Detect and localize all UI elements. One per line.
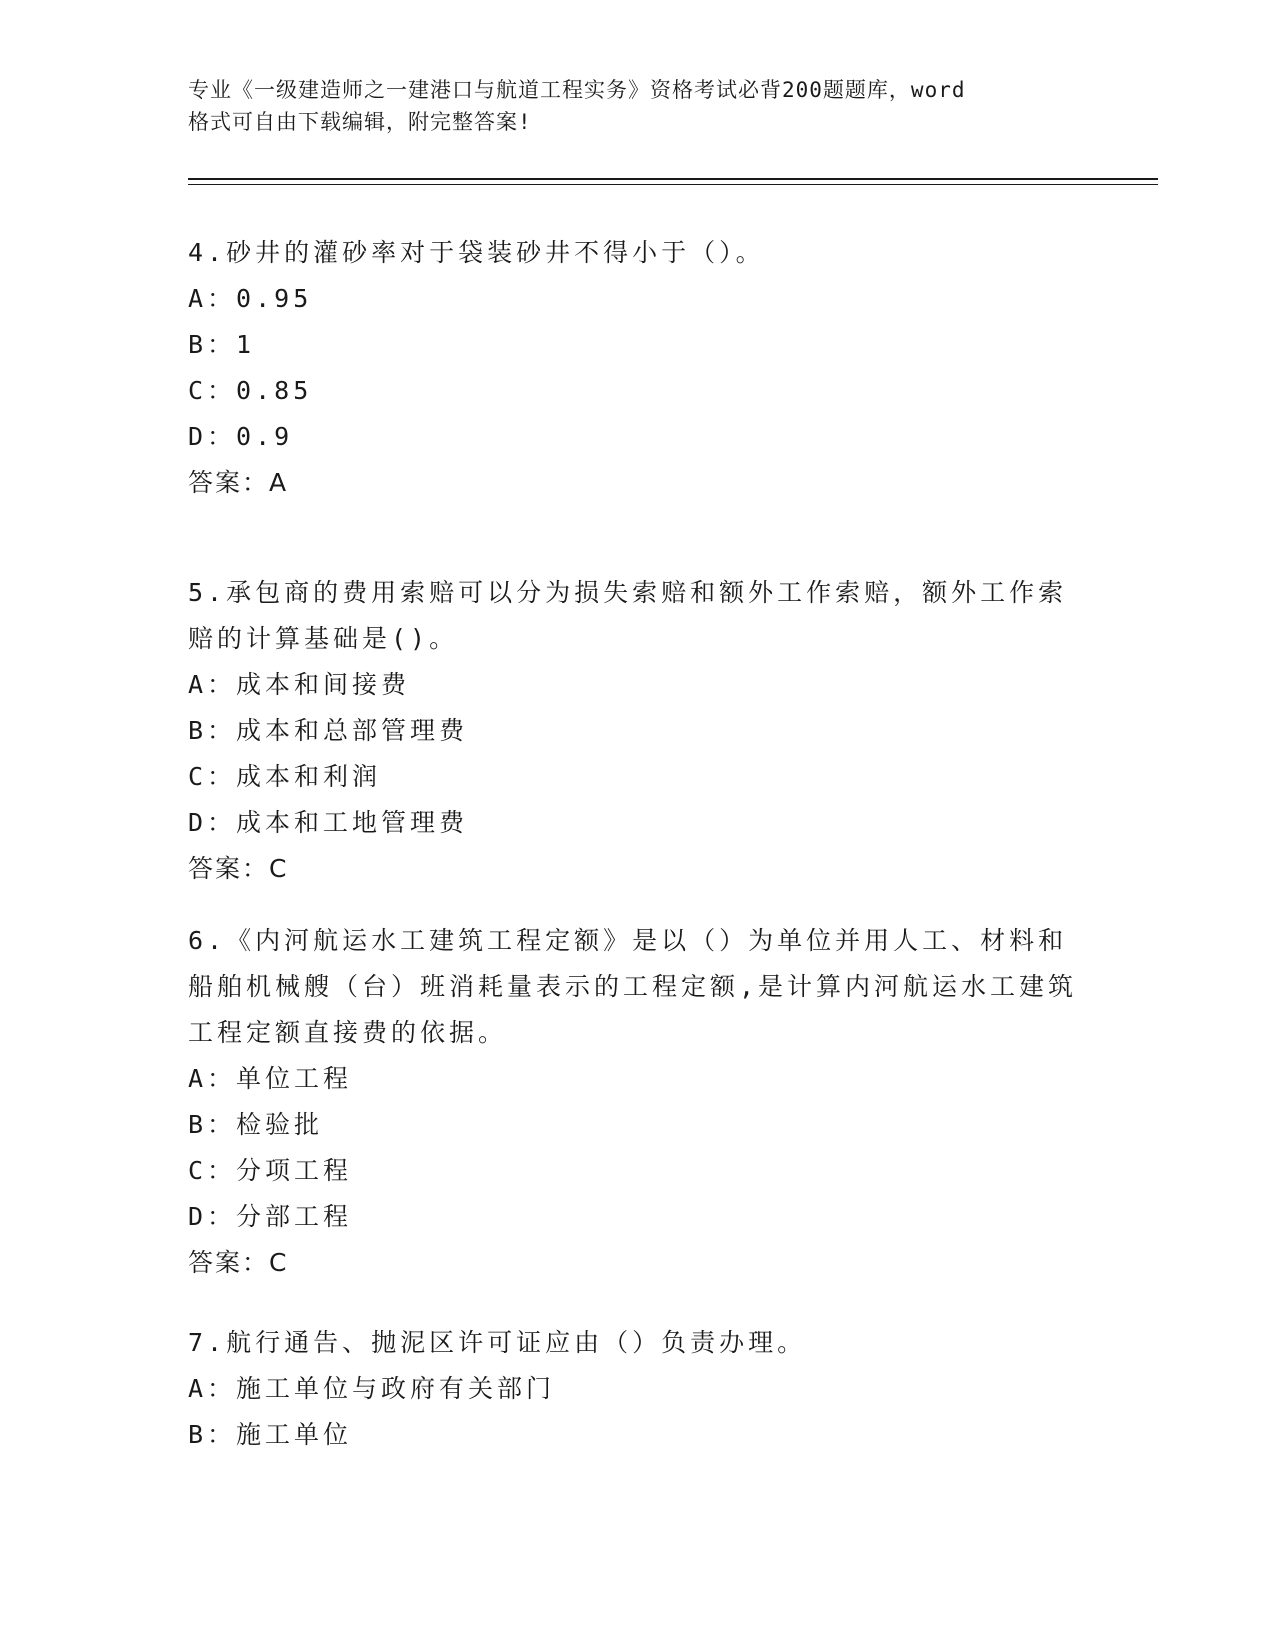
question-5 — [188, 570, 1068, 892]
question-stem-line-3: 工程定额直接费的依据。 — [188, 1018, 508, 1047]
question-stem-line-1: 6.《内河航运水工建筑工程定额》是以（）为单位并用人工、材料和 — [188, 926, 1068, 955]
question-stem: 7.航行通告、抛泥区许可证应由（）负责办理。 — [188, 1328, 807, 1357]
question-stem-line-2: 赔的计算基础是()。 — [188, 624, 459, 653]
option-c: C：分项工程 — [188, 1156, 353, 1185]
option-d: D：0.9 — [188, 422, 294, 451]
answer: 答案：C — [188, 854, 289, 883]
option-a: A：施工单位与政府有关部门 — [188, 1374, 556, 1403]
option-a: A：成本和间接费 — [188, 670, 411, 699]
document-header — [188, 74, 1068, 138]
question-7 — [188, 1320, 1068, 1458]
header-divider-thick — [188, 178, 1158, 180]
option-b: B：检验批 — [188, 1110, 324, 1139]
question-stem-line-2: 船舶机械艘（台）班消耗量表示的工程定额,是计算内河航运水工建筑 — [188, 972, 1078, 1001]
option-d: D：分部工程 — [188, 1202, 353, 1231]
question-6 — [188, 918, 1078, 1286]
header-divider-thin — [188, 184, 1158, 185]
option-b: B：成本和总部管理费 — [188, 716, 469, 745]
header-line-1: 专业《一级建造师之一建港口与航道工程实务》资格考试必背200题题库，word — [188, 78, 966, 102]
option-c: C：0.85 — [188, 376, 313, 405]
option-c: C：成本和利润 — [188, 762, 382, 791]
question-stem-line-1: 5.承包商的费用索赔可以分为损失索赔和额外工作索赔，额外工作索 — [188, 578, 1068, 607]
question-4 — [188, 230, 1068, 506]
option-b: B：1 — [188, 330, 256, 359]
option-a: A：0.95 — [188, 284, 313, 313]
option-a: A：单位工程 — [188, 1064, 353, 1093]
option-b: B：施工单位 — [188, 1420, 353, 1449]
option-d: D：成本和工地管理费 — [188, 808, 469, 837]
header-line-2: 格式可自由下载编辑，附完整答案! — [188, 110, 532, 134]
answer: 答案：A — [188, 468, 289, 497]
answer: 答案：C — [188, 1248, 289, 1277]
question-stem: 4.砂井的灌砂率对于袋装砂井不得小于（）。 — [188, 238, 765, 267]
